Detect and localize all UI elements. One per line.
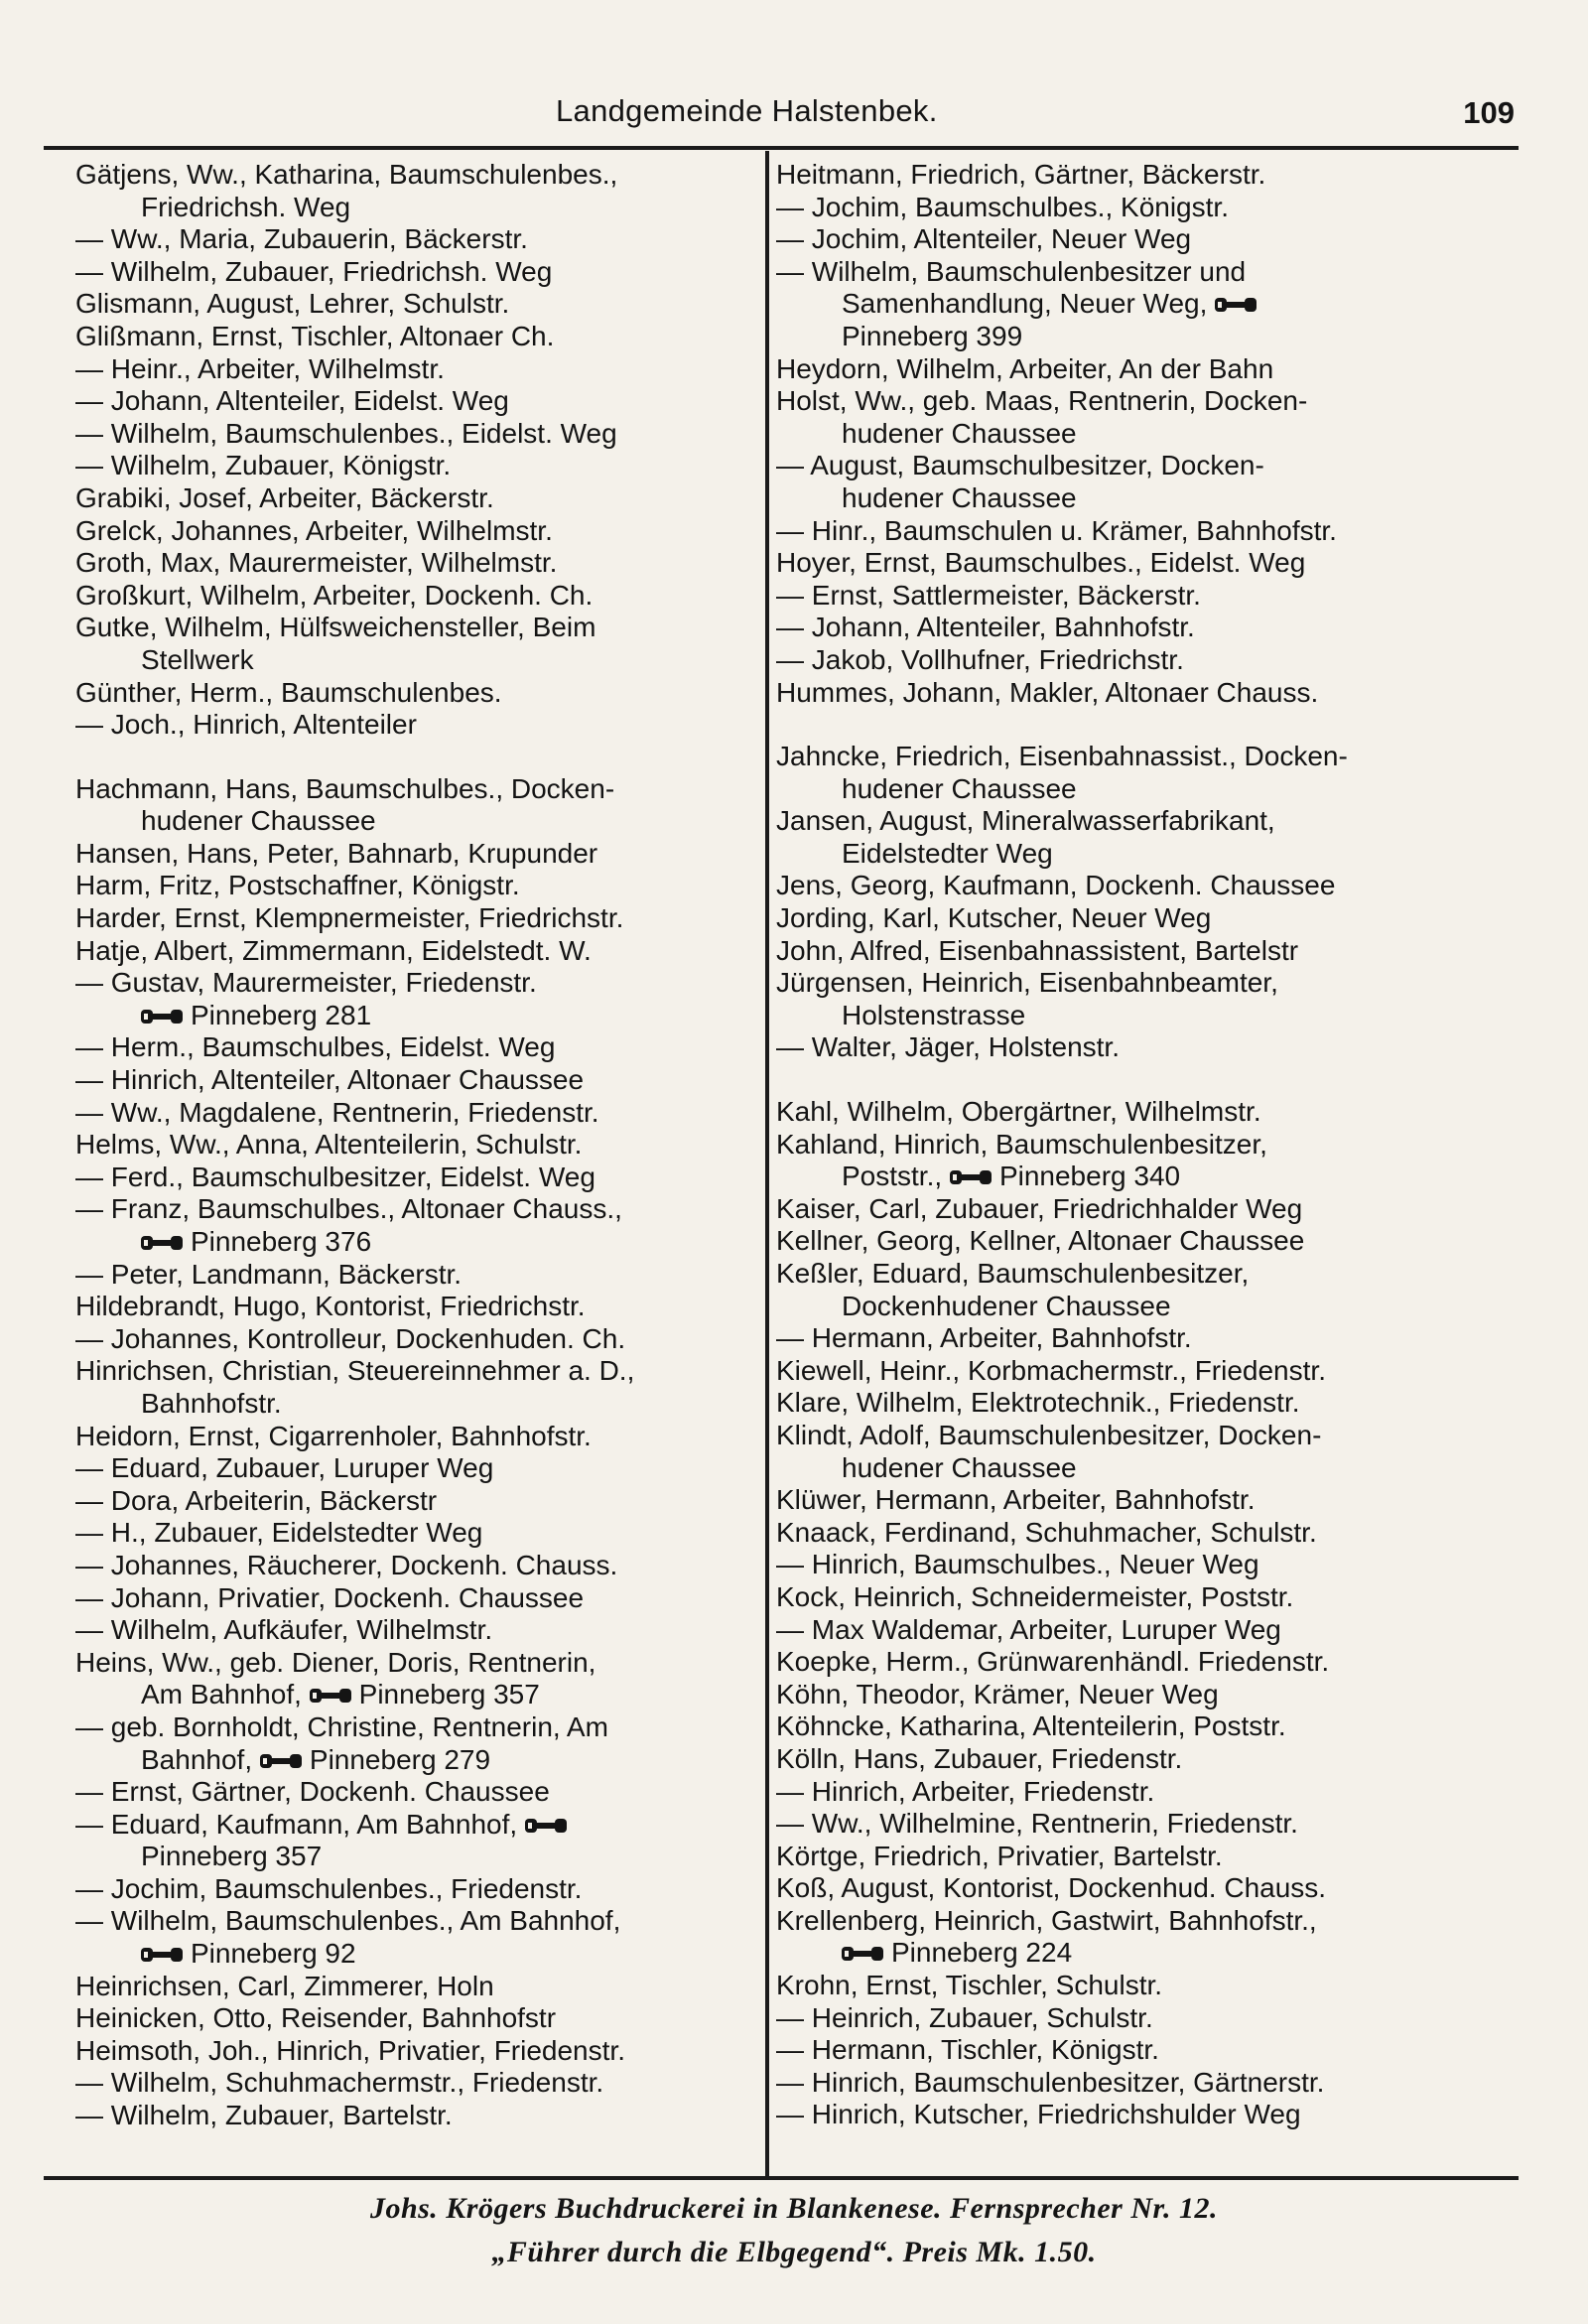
entry-text: Helms, Ww., Anna, Altenteilerin, Schulstr. bbox=[75, 1129, 583, 1161]
entry-text: Kölln, Hans, Zubauer, Friedenstr. bbox=[776, 1742, 1183, 1774]
directory-entry bbox=[776, 1679, 1481, 1711]
directory-entry bbox=[75, 1485, 760, 1518]
directory-entry bbox=[75, 1873, 760, 1906]
entry-text: Krohn, Ernst, Tischler, Schulstr. bbox=[776, 1970, 1163, 2001]
directory-entry bbox=[776, 1646, 1481, 1679]
directory-entry bbox=[776, 321, 1481, 353]
entry-text: Hansen, Hans, Peter, Bahnarb, Krupunder bbox=[75, 837, 598, 869]
entry-text: — Jochim, Altenteiler, Neuer Weg bbox=[776, 223, 1192, 255]
directory-entry bbox=[75, 2002, 760, 2035]
entry-text: Großkurt, Wilhelm, Arbeiter, Dockenh. Ch. bbox=[75, 579, 594, 611]
telephone-receiver-icon bbox=[842, 1945, 885, 1963]
directory-entry bbox=[776, 223, 1481, 256]
directory-entry bbox=[776, 1841, 1481, 1873]
entry-text: — Ww., Maria, Zubauerin, Bäckerstr. bbox=[75, 223, 528, 255]
entry-text: hudener Chaussee bbox=[842, 1451, 1077, 1483]
directory-entry bbox=[776, 1549, 1481, 1581]
directory-entry bbox=[776, 935, 1481, 968]
entry-text: — Wilhelm, Baumschulenbes., Am Bahnhof, bbox=[75, 1905, 621, 1937]
directory-entry bbox=[75, 1452, 760, 1485]
entry-text: — Hermann, Arbeiter, Bahnhofstr. bbox=[776, 1322, 1192, 1354]
directory-entry bbox=[75, 2035, 760, 2068]
entry-text: hudener Chaussee bbox=[842, 772, 1077, 804]
directory-entry bbox=[776, 547, 1481, 580]
directory-entry bbox=[75, 902, 760, 935]
entry-text: — Ernst, Sattlermeister, Bäckerstr. bbox=[776, 579, 1201, 611]
entry-text: — Wilhelm, Baumschulenbesitzer und bbox=[776, 255, 1247, 287]
top-rule bbox=[44, 146, 1519, 150]
directory-entry bbox=[75, 1809, 760, 1842]
directory-entry bbox=[75, 1323, 760, 1356]
telephone-receiver-icon bbox=[260, 1752, 304, 1770]
entry-text: — Eduard, Zubauer, Luruper Weg bbox=[75, 1452, 494, 1484]
entry-text: — Herm., Baumschulbes, Eidelst. Weg bbox=[75, 1031, 556, 1063]
entry-text: Pinneberg 224 bbox=[891, 1937, 1073, 1969]
directory-entry bbox=[75, 580, 760, 613]
directory-entry bbox=[776, 159, 1481, 192]
entry-text: Klüwer, Hermann, Arbeiter, Bahnhofstr. bbox=[776, 1484, 1256, 1516]
bottom-rule bbox=[44, 2176, 1519, 2180]
entry-text: — Wilhelm, Zubauer, Bartelstr. bbox=[75, 2100, 453, 2131]
entry-text: Gutke, Wilhelm, Hülfsweichensteller, Beim bbox=[75, 612, 596, 643]
telephone-receiver-icon bbox=[141, 1008, 185, 1025]
entry-text: — Wilhelm, Zubauer, Königstr. bbox=[75, 450, 452, 481]
directory-entry bbox=[75, 1971, 760, 2003]
directory-entry bbox=[75, 385, 760, 418]
entry-text: — Franz, Baumschulbes., Altonaer Chauss., bbox=[75, 1193, 622, 1225]
directory-entry bbox=[776, 1970, 1481, 2002]
entry-text: — Hinrich, Arbeiter, Friedenstr. bbox=[776, 1775, 1155, 1807]
entry-text: — Johann, Altenteiler, Bahnhofstr. bbox=[776, 612, 1195, 643]
entry-text: — Jochim, Baumschulbes., Königstr. bbox=[776, 191, 1229, 222]
entry-text: Jahncke, Friedrich, Eisenbahnassist., Docken- bbox=[776, 741, 1348, 772]
entry-text: — Hinrich, Altenteiler, Altonaer Chaussee bbox=[75, 1064, 585, 1096]
entry-text: Pinneberg 281 bbox=[191, 999, 372, 1030]
page-number: 109 bbox=[1463, 95, 1515, 130]
directory-entry bbox=[75, 2100, 760, 2132]
entry-text: Hachmann, Hans, Baumschulbes., Docken- bbox=[75, 772, 615, 804]
page-title: Landgemeinde Halstenbek. bbox=[556, 93, 938, 128]
directory-entry bbox=[75, 418, 760, 451]
entry-text: Jürgensen, Heinrich, Eisenbahnbeamter, bbox=[776, 967, 1278, 999]
entry-text: Klare, Wilhelm, Elektrotechnik., Friedenstr. bbox=[776, 1387, 1300, 1419]
directory-entry bbox=[75, 1647, 760, 1680]
directory-entry bbox=[776, 2099, 1481, 2131]
entry-text: Heidorn, Ernst, Cigarrenholer, Bahnhofstr. bbox=[75, 1420, 592, 1451]
directory-entry bbox=[75, 1517, 760, 1550]
directory-entry bbox=[776, 1581, 1481, 1614]
telephone-receiver-icon bbox=[1215, 296, 1258, 314]
entry-text: — Dora, Arbeiterin, Bäckerstr bbox=[75, 1484, 438, 1516]
entry-text: — Ferd., Baumschulbesitzer, Eidelst. Weg bbox=[75, 1161, 596, 1192]
entry-text: — Wilhelm, Baumschulenbes., Eidelst. Weg bbox=[75, 417, 617, 449]
directory-entry bbox=[75, 1388, 760, 1421]
directory-entry bbox=[75, 1582, 760, 1615]
entry-text: Koß, August, Kontorist, Dockenhud. Chauss. bbox=[776, 1872, 1327, 1904]
directory-entry bbox=[776, 870, 1481, 902]
column-divider bbox=[765, 151, 769, 2176]
directory-entry bbox=[75, 1000, 760, 1032]
left-column bbox=[75, 159, 760, 2132]
entry-text: — Wilhelm, Aufkäufer, Wilhelmstr. bbox=[75, 1614, 493, 1646]
entry-text: Holst, Ww., geb. Maas, Rentnerin, Docken- bbox=[776, 385, 1308, 417]
entry-text: Pinneberg 376 bbox=[191, 1226, 372, 1257]
directory-entry bbox=[75, 256, 760, 289]
directory-entry bbox=[776, 1776, 1481, 1809]
entry-text: — Hinr., Baumschulen u. Krämer, Bahnhofstr. bbox=[776, 514, 1337, 546]
entry-text: Hatje, Albert, Zimmermann, Eidelstedt. W. bbox=[75, 934, 592, 966]
entry-text: Heins, Ww., geb. Diener, Doris, Rentnerin, bbox=[75, 1646, 596, 1678]
entry-text: Kahland, Hinrich, Baumschulenbesitzer, bbox=[776, 1128, 1267, 1160]
telephone-receiver-icon bbox=[141, 1946, 185, 1964]
directory-entry bbox=[75, 1064, 760, 1097]
entry-text: Hildebrandt, Hugo, Kontorist, Friedrichstr. bbox=[75, 1291, 586, 1322]
entry-text: John, Alfred, Eisenbahnassistent, Bartelstr bbox=[776, 934, 1299, 966]
entry-text: Knaack, Ferdinand, Schuhmacher, Schulstr. bbox=[776, 1516, 1317, 1548]
entry-text: Hinrichsen, Christian, Steuereinnehmer a. D., bbox=[75, 1355, 635, 1387]
entry-text: Holstenstrasse bbox=[842, 999, 1026, 1030]
directory-entry bbox=[776, 1258, 1481, 1291]
entry-text: Heinicken, Otto, Reisender, Bahnhofstr bbox=[75, 2002, 557, 2034]
directory-entry bbox=[75, 1291, 760, 1323]
directory-entry bbox=[75, 838, 760, 871]
directory-entry bbox=[776, 1743, 1481, 1776]
entry-text: — Max Waldemar, Arbeiter, Luruper Weg bbox=[776, 1613, 1281, 1645]
directory-entry bbox=[75, 1776, 760, 1809]
entry-text: Pinneberg 92 bbox=[191, 1938, 356, 1970]
directory-entry bbox=[776, 1129, 1481, 1162]
entry-text: Pinneberg 357 bbox=[141, 1841, 323, 1872]
directory-entry bbox=[776, 1000, 1481, 1032]
directory-entry bbox=[776, 902, 1481, 935]
entry-text: Jording, Karl, Kutscher, Neuer Weg bbox=[776, 902, 1212, 934]
directory-entry bbox=[75, 1259, 760, 1292]
directory-entry bbox=[75, 159, 760, 192]
entry-text: Heydorn, Wilhelm, Arbeiter, An der Bahn bbox=[776, 352, 1274, 384]
entry-text: Heitmann, Friedrich, Gärtner, Bäckerstr. bbox=[776, 159, 1266, 190]
directory-entry bbox=[75, 1097, 760, 1130]
directory-entry bbox=[75, 1841, 760, 1873]
directory-entry bbox=[75, 547, 760, 580]
directory-entry bbox=[776, 288, 1481, 321]
directory-entry bbox=[776, 1161, 1481, 1193]
entry-text: Kellner, Georg, Kellner, Altonaer Chaussee bbox=[776, 1225, 1305, 1257]
directory-entry bbox=[776, 1905, 1481, 1938]
entry-text: Günther, Herm., Baumschulenbes. bbox=[75, 676, 502, 708]
entry-text: — Hinrich, Baumschulbes., Neuer Weg bbox=[776, 1549, 1259, 1580]
directory-entry bbox=[75, 1193, 760, 1226]
directory-entry bbox=[776, 192, 1481, 224]
entry-text: — Heinrich, Zubauer, Schulstr. bbox=[776, 2001, 1153, 2033]
entry-text: — Jochim, Baumschulenbes., Friedenstr. bbox=[75, 1872, 583, 1904]
entry-text: Kaiser, Carl, Zubauer, Friedrichhalder Weg bbox=[776, 1192, 1303, 1224]
entry-text: Kahl, Wilhelm, Obergärtner, Wilhelmstr. bbox=[776, 1096, 1261, 1128]
entry-text: — Ww., Magdalene, Rentnerin, Friedenstr. bbox=[75, 1096, 599, 1128]
directory-entry bbox=[776, 2034, 1481, 2067]
directory-entry bbox=[75, 805, 760, 838]
phone-number: Pinneberg 279 bbox=[309, 1743, 491, 1775]
entry-text: Pinneberg 399 bbox=[842, 320, 1023, 351]
directory-entry bbox=[75, 482, 760, 515]
phone-number: Pinneberg 357 bbox=[358, 1679, 540, 1710]
entry-text: Keßler, Eduard, Baumschulenbesitzer, bbox=[776, 1258, 1250, 1289]
directory-entry bbox=[776, 1937, 1481, 1970]
directory-entry bbox=[776, 1225, 1481, 1258]
directory-entry bbox=[776, 385, 1481, 418]
entry-text: Koepke, Herm., Grünwarenhändl. Friedenstr. bbox=[776, 1646, 1330, 1678]
directory-entry bbox=[75, 1421, 760, 1453]
directory-entry bbox=[776, 1355, 1481, 1388]
directory-entry bbox=[75, 644, 760, 677]
telephone-receiver-icon bbox=[141, 1234, 185, 1252]
directory-entry bbox=[75, 1679, 760, 1711]
directory-entry bbox=[776, 838, 1481, 871]
directory-entry bbox=[776, 1096, 1481, 1129]
footer-advert-line: „Führer durch die Elbgegend“. Preis Mk. 1.50. bbox=[491, 2236, 1097, 2268]
directory-entry bbox=[75, 2067, 760, 2100]
directory-entry bbox=[75, 223, 760, 256]
directory-entry bbox=[75, 1355, 760, 1388]
directory-entry bbox=[776, 2002, 1481, 2035]
entry-text: — Ernst, Gärtner, Dockenh. Chaussee bbox=[75, 1776, 550, 1808]
entry-text: Poststr., bbox=[842, 1161, 943, 1192]
entry-text: — Heinr., Arbeiter, Wilhelmstr. bbox=[75, 352, 445, 384]
directory-entry bbox=[75, 773, 760, 806]
directory-entry bbox=[75, 450, 760, 482]
entry-text: Stellwerk bbox=[141, 643, 254, 675]
directory-entry bbox=[776, 1420, 1481, 1452]
entry-text: Hoyer, Ernst, Baumschulbes., Eidelst. Weg bbox=[776, 547, 1306, 579]
entry-text: — Hinrich, Baumschulenbesitzer, Gärtnerstr. bbox=[776, 2066, 1325, 2098]
directory-entry bbox=[75, 1905, 760, 1938]
entry-text: Am Bahnhof, bbox=[141, 1679, 302, 1710]
directory-entry bbox=[776, 353, 1481, 386]
entry-text: Harder, Ernst, Klempnermeister, Friedrichstr. bbox=[75, 902, 624, 934]
entry-text: — Hermann, Tischler, Königstr. bbox=[776, 2034, 1159, 2066]
directory-entry bbox=[75, 935, 760, 968]
directory-entry bbox=[776, 677, 1481, 710]
directory-entry bbox=[776, 1322, 1481, 1355]
entry-text: — Eduard, Kaufmann, Am Bahnhof, bbox=[75, 1808, 518, 1840]
directory-entry bbox=[75, 192, 760, 224]
entry-text: — Joch., Hinrich, Altenteiler bbox=[75, 709, 417, 741]
directory-entry bbox=[776, 1452, 1481, 1485]
entry-text: Bahnhof, bbox=[141, 1743, 253, 1775]
directory-entry bbox=[75, 1031, 760, 1064]
entry-text: Kock, Heinrich, Schneidermeister, Poststr. bbox=[776, 1580, 1294, 1612]
entry-text: Gätjens, Ww., Katharina, Baumschulenbes., bbox=[75, 159, 618, 190]
entry-text: Dockenhudener Chaussee bbox=[842, 1290, 1171, 1321]
entry-text: Jansen, August, Mineralwasserfabrikant, bbox=[776, 805, 1275, 837]
entry-text: Jens, Georg, Kaufmann, Dockenh. Chaussee bbox=[776, 870, 1336, 901]
entry-text: Bahnhofstr. bbox=[141, 1387, 282, 1419]
entry-text: Glißmann, Ernst, Tischler, Altonaer Ch. bbox=[75, 320, 555, 351]
entry-text: — H., Zubauer, Eidelstedter Weg bbox=[75, 1517, 483, 1549]
entry-text: — Peter, Landmann, Bäckerstr. bbox=[75, 1258, 463, 1290]
entry-text: — Ww., Wilhelmine, Rentnerin, Friedenstr. bbox=[776, 1808, 1298, 1840]
entry-text: Krellenberg, Heinrich, Gastwirt, Bahnhofstr., bbox=[776, 1904, 1317, 1936]
entry-text: — Gustav, Maurermeister, Friedenstr. bbox=[75, 967, 537, 999]
directory-entry bbox=[75, 1129, 760, 1162]
directory-entry bbox=[776, 256, 1481, 289]
directory-entry bbox=[776, 805, 1481, 838]
directory-entry bbox=[776, 1614, 1481, 1647]
entry-text: — Wilhelm, Schuhmachermstr., Friedenstr. bbox=[75, 2067, 604, 2099]
entry-text: Heimsoth, Joh., Hinrich, Privatier, Friedenstr. bbox=[75, 2034, 625, 2066]
entry-text: Groth, Max, Maurermeister, Wilhelmstr. bbox=[75, 547, 558, 579]
entry-text: Köhncke, Katharina, Altenteilerin, Poststr. bbox=[776, 1710, 1286, 1742]
directory-entry bbox=[75, 709, 760, 742]
entry-text: Eidelstedter Weg bbox=[842, 837, 1053, 869]
directory-entry bbox=[776, 2067, 1481, 2100]
entry-text: hudener Chaussee bbox=[141, 805, 376, 837]
entry-text: Glismann, August, Lehrer, Schulstr. bbox=[75, 288, 510, 320]
entry-text: — Wilhelm, Zubauer, Friedrichsh. Weg bbox=[75, 255, 553, 287]
directory-entry bbox=[776, 1517, 1481, 1550]
entry-text: — August, Baumschulbesitzer, Docken- bbox=[776, 450, 1264, 481]
telephone-receiver-icon bbox=[950, 1168, 993, 1186]
entry-text: — Hinrich, Kutscher, Friedrichshulder Weg bbox=[776, 2099, 1301, 2130]
footer-printer-line: Johs. Krögers Buchdruckerei in Blankenese. Fernsprecher Nr. 12. bbox=[369, 2192, 1219, 2225]
directory-entry bbox=[776, 580, 1481, 613]
directory-entry bbox=[75, 612, 760, 644]
entry-text: Heinrichsen, Carl, Zimmerer, Holn bbox=[75, 1970, 494, 2001]
directory-entry bbox=[776, 515, 1481, 548]
directory-entry bbox=[776, 612, 1481, 644]
directory-entry bbox=[776, 418, 1481, 451]
directory-entry bbox=[75, 1711, 760, 1744]
directory-entry bbox=[776, 741, 1481, 773]
directory-entry bbox=[75, 353, 760, 386]
entry-text: hudener Chaussee bbox=[842, 417, 1077, 449]
directory-entry bbox=[75, 967, 760, 1000]
entry-text: Kiewell, Heinr., Korbmachermstr., Friedenstr. bbox=[776, 1354, 1326, 1386]
directory-entry bbox=[75, 1614, 760, 1647]
entry-text: — geb. Bornholdt, Christine, Rentnerin, Am bbox=[75, 1710, 608, 1742]
directory-entry bbox=[75, 515, 760, 548]
directory-entry bbox=[776, 1031, 1481, 1064]
entry-text: — Walter, Jäger, Holstenstr. bbox=[776, 1031, 1120, 1063]
directory-entry bbox=[776, 1291, 1481, 1323]
entry-text: — Jakob, Vollhufner, Friedrichstr. bbox=[776, 643, 1184, 675]
directory-entry bbox=[75, 677, 760, 710]
directory-entry bbox=[776, 1484, 1481, 1517]
entry-text: Klindt, Adolf, Baumschulenbesitzer, Docken- bbox=[776, 1419, 1322, 1450]
entry-text: Köhn, Theodor, Krämer, Neuer Weg bbox=[776, 1678, 1219, 1709]
entry-text: — Johann, Altenteiler, Eidelst. Weg bbox=[75, 385, 509, 417]
directory-entry bbox=[776, 1193, 1481, 1226]
entry-text: Friedrichsh. Weg bbox=[141, 191, 351, 222]
directory-entry bbox=[776, 1808, 1481, 1841]
directory-entry bbox=[75, 1226, 760, 1259]
directory-entry bbox=[776, 450, 1481, 482]
directory-entry bbox=[776, 1387, 1481, 1420]
directory-entry bbox=[75, 1744, 760, 1777]
entry-text: Hummes, Johann, Makler, Altonaer Chauss. bbox=[776, 676, 1319, 708]
entry-text: Grabiki, Josef, Arbeiter, Bäckerstr. bbox=[75, 481, 494, 513]
phone-number: Pinneberg 340 bbox=[998, 1161, 1181, 1192]
right-column bbox=[776, 159, 1481, 2131]
directory-entry bbox=[776, 773, 1481, 806]
entry-text: Samenhandlung, Neuer Weg, bbox=[842, 288, 1208, 320]
directory-entry bbox=[75, 1550, 760, 1582]
directory-entry bbox=[75, 870, 760, 902]
directory-entry bbox=[776, 1872, 1481, 1905]
directory-entry bbox=[75, 1162, 760, 1194]
entry-text: Grelck, Johannes, Arbeiter, Wilhelmstr. bbox=[75, 514, 553, 546]
telephone-receiver-icon bbox=[310, 1687, 353, 1705]
telephone-receiver-icon bbox=[525, 1817, 569, 1835]
directory-entry bbox=[776, 644, 1481, 677]
entry-text: — Johann, Privatier, Dockenh. Chaussee bbox=[75, 1581, 585, 1613]
directory-entry bbox=[776, 1710, 1481, 1743]
directory-entry bbox=[776, 482, 1481, 515]
directory-entry bbox=[75, 1938, 760, 1971]
entry-text: hudener Chaussee bbox=[842, 481, 1077, 513]
entry-text: Körtge, Friedrich, Privatier, Bartelstr. bbox=[776, 1840, 1223, 1871]
entry-text: — Johannes, Räucherer, Dockenh. Chauss. bbox=[75, 1549, 618, 1580]
directory-entry bbox=[776, 967, 1481, 1000]
entry-text: Harm, Fritz, Postschaffner, Königstr. bbox=[75, 870, 520, 901]
entry-text: — Johannes, Kontrolleur, Dockenhuden. Ch. bbox=[75, 1322, 626, 1354]
directory-entry bbox=[75, 321, 760, 353]
directory-entry bbox=[75, 288, 760, 321]
